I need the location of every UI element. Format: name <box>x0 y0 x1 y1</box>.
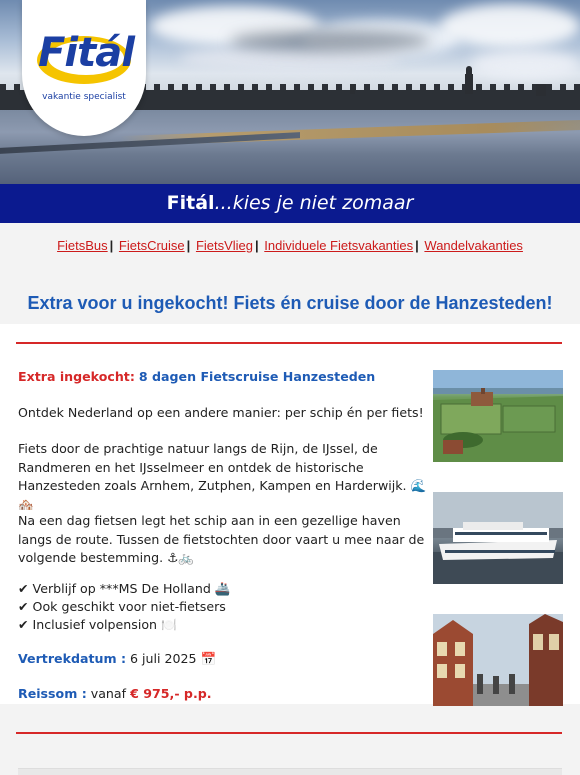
departure-value: 6 juli 2025 📅 <box>130 651 217 666</box>
offer-label: Extra ingekocht: <box>18 369 135 384</box>
church-tower <box>350 84 355 94</box>
offer-heading <box>18 368 430 387</box>
feature-item: ✔ Inclusief volpension 🍽️ <box>18 617 177 632</box>
nav-link-wandelvakanties[interactable]: Wandelvakanties <box>424 238 523 253</box>
nav-link-fietsbus[interactable]: FietsBus <box>57 238 108 253</box>
logo-text: Fitál <box>38 30 134 76</box>
tagline-banner <box>0 184 580 223</box>
castle-photo[interactable] <box>433 370 563 462</box>
nav-separator: | <box>255 238 259 253</box>
nav-separator: | <box>415 238 419 253</box>
page-headline: Extra voor u ingekocht! Fiets én cruise door de Hanzesteden! <box>27 293 553 313</box>
nav-link-fietscruise[interactable]: FietsCruise <box>118 238 185 253</box>
top-nav <box>0 238 580 253</box>
ship-photo[interactable] <box>433 492 563 584</box>
divider-top <box>16 342 562 344</box>
hero-image <box>0 0 580 184</box>
feature-item: ✔ Ook geschikt voor niet-fietsers <box>18 599 226 614</box>
nav-separator: | <box>186 238 191 253</box>
church-tower <box>465 74 473 94</box>
price-value: € 975,- p.p. <box>130 686 212 701</box>
offer-paragraph: Ontdek Nederland op een andere manier: per schip én per fiets! <box>18 405 424 420</box>
banner-brand: Fitál <box>166 192 215 214</box>
nav-link-individuele-fietsvakanties[interactable]: Individuele Fietsvakanties <box>264 238 414 253</box>
offer-title[interactable]: 8 dagen Fietscruise Hanzesteden <box>138 369 376 384</box>
nav-separator: | <box>109 238 114 253</box>
hanzestad-street-photo[interactable] <box>433 614 563 706</box>
cloud <box>440 4 580 48</box>
street-illustration <box>433 614 563 706</box>
offer-paragraph: Na een dag fietsen legt het schip aan in een gezellige haven langs de route. Tussen de fietstochten door vaart u mee naar de volgende bestemming. ⚓🚲 <box>18 513 425 565</box>
feature-item: ✔ Verblijf op ***MS De Holland 🚢 <box>18 581 231 596</box>
price-line <box>18 685 430 704</box>
banner-tagline: ...kies je niet zomaar <box>214 192 414 214</box>
cloud <box>230 30 430 52</box>
logo[interactable] <box>22 0 146 136</box>
price-label: Reissom : <box>18 686 87 701</box>
divider-bottom <box>16 732 562 734</box>
logo-tagline: vakantie specialist <box>42 92 126 102</box>
castle-illustration <box>433 370 563 462</box>
price-prefix: vanaf <box>90 686 127 701</box>
offer-paragraph: Fiets door de prachtige natuur langs de Rijn, de IJssel, de Randmeren en het IJsselmeer en ontdek de historische Hanzesteden zoals Arnhem, Zutphen, Kampen en Harderwijk. 🌊🏘️ <box>18 441 427 512</box>
nav-link-fietsvlieg[interactable]: FietsVlieg <box>195 238 254 253</box>
church-tower <box>536 84 546 96</box>
ship-illustration <box>433 492 563 584</box>
departure-label: Vertrekdatum : <box>18 651 126 666</box>
departure-line <box>18 650 430 669</box>
cloud <box>470 50 580 80</box>
